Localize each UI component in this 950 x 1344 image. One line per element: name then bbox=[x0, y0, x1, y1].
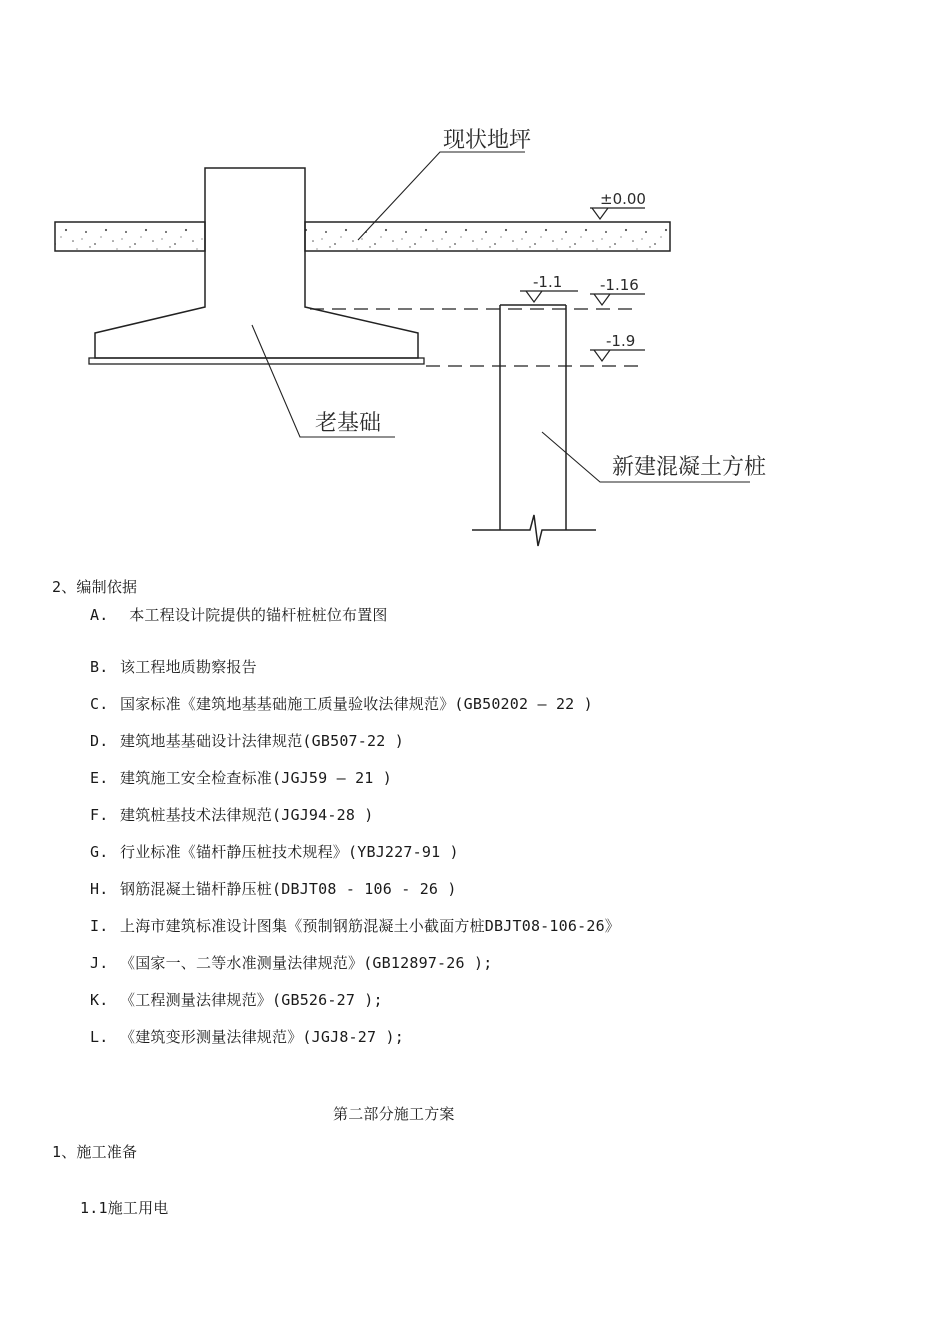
item-text: 建筑地基基础设计法律规范(GB507-22 ) bbox=[120, 732, 404, 750]
item-text: 该工程地质勘察报告 bbox=[120, 658, 257, 676]
label-ground: 现状地坪 bbox=[443, 128, 532, 153]
item-letter: E. bbox=[90, 769, 109, 787]
basis-item-e bbox=[90, 768, 392, 788]
basis-item-f bbox=[90, 805, 374, 825]
elevation-label-3: -1.9 bbox=[606, 332, 636, 350]
item-text: 钢筋混凝土锚杆静压桩(DBJT08 - 106 - 26 ) bbox=[120, 880, 457, 898]
elevation-marker-2 bbox=[590, 294, 645, 305]
basis-item-j bbox=[90, 953, 492, 973]
section-heading-basis: 2、编制依据 bbox=[52, 578, 138, 596]
item-letter: B. bbox=[90, 658, 109, 676]
old-foundation-outline bbox=[95, 168, 418, 358]
part-title: 第二部分施工方案 bbox=[333, 1105, 455, 1123]
item-letter: A. bbox=[90, 606, 109, 624]
ground-slab bbox=[55, 222, 670, 251]
item-letter: D. bbox=[90, 732, 109, 750]
item-text: 《工程测量法律规范》(GB526-27 ); bbox=[120, 991, 383, 1009]
basis-item-d bbox=[90, 731, 404, 751]
basis-item-h bbox=[90, 879, 457, 899]
item-letter: F. bbox=[90, 806, 109, 824]
basis-item-a bbox=[90, 605, 388, 625]
basis-item-g bbox=[90, 842, 459, 862]
elevation-marker-0 bbox=[590, 208, 645, 219]
basis-item-i bbox=[90, 916, 620, 936]
basis-item-b bbox=[90, 657, 257, 677]
item-text: 行业标准《锚杆静压桩技术规程》(YBJ227-91 ) bbox=[120, 843, 459, 861]
item-text: 上海市建筑标准设计图集《预制钢筋混凝土小截面方桩DBJT08-106-26》 bbox=[120, 917, 621, 935]
elevation-marker-3 bbox=[590, 350, 645, 361]
elevation-marker-1 bbox=[520, 291, 578, 302]
label-old-foundation: 老基础 bbox=[315, 411, 382, 436]
item-letter: G. bbox=[90, 843, 109, 861]
item-text: 《国家一、二等水准测量法律规范》(GB12897-26 ); bbox=[120, 954, 493, 972]
subsection-heading-power: 1.1施工用电 bbox=[80, 1199, 169, 1217]
basis-item-c bbox=[90, 694, 593, 714]
item-text: 本工程设计院提供的锚杆桩桩位布置图 bbox=[120, 606, 388, 624]
item-text: 建筑桩基技术法律规范(JGJ94-28 ) bbox=[120, 806, 374, 824]
foundation-base-plate bbox=[89, 358, 424, 364]
item-letter: J. bbox=[90, 954, 109, 972]
elevation-label-0: ±0.00 bbox=[600, 190, 646, 208]
elevation-label-2: -1.16 bbox=[600, 276, 639, 294]
item-text: 《建筑变形测量法律规范》(JGJ8-27 ); bbox=[120, 1028, 404, 1046]
item-text: 建筑施工安全检查标准(JGJ59 — 21 ) bbox=[120, 769, 393, 787]
foundation-section-diagram bbox=[0, 0, 950, 560]
basis-item-l bbox=[90, 1027, 404, 1047]
item-letter: I. bbox=[90, 917, 109, 935]
new-pile bbox=[472, 305, 596, 546]
item-letter: K. bbox=[90, 991, 109, 1009]
item-text: 国家标准《建筑地基基础施工质量验收法律规范》(GB50202 — 22 ) bbox=[120, 695, 593, 713]
item-letter: L. bbox=[90, 1028, 109, 1046]
basis-item-k bbox=[90, 990, 383, 1010]
elevation-label-1: -1.1 bbox=[533, 273, 563, 291]
section-heading-preparation: 1、施工准备 bbox=[52, 1143, 138, 1161]
item-letter: H. bbox=[90, 880, 109, 898]
item-letter: C. bbox=[90, 695, 109, 713]
label-new-pile: 新建混凝土方桩 bbox=[612, 455, 767, 480]
